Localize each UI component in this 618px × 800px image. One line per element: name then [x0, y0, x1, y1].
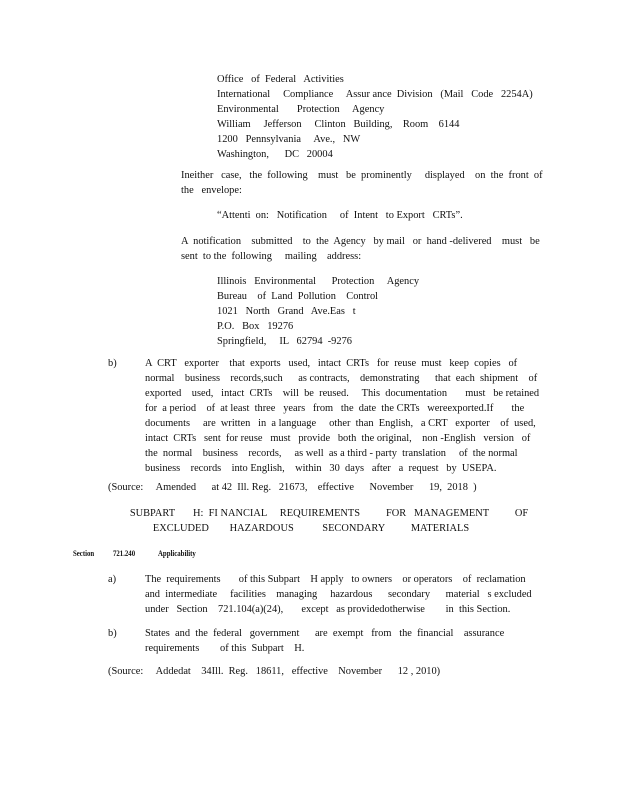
item-line: normal business records,such as contracts, demonstrating that each shipment of [145, 373, 538, 384]
address-line: Springfield, IL 62794 -9276 [217, 336, 352, 347]
item-label: b) [108, 628, 117, 639]
attention-line: “Attenti on: Notification of Intent to Export CRTs”. [217, 210, 463, 221]
item-b-crt-exporter [145, 356, 540, 476]
item-line: and intermediate facilities managing hazardous secondary material s excluded [145, 589, 532, 600]
address-line: Washington, DC 20004 [217, 149, 333, 160]
address-line: Office of Federal Activities [217, 74, 344, 85]
item-line: documents are written in a language other than English, a CRT exporter of used, [145, 418, 536, 429]
section-header [73, 546, 273, 561]
item-label: a) [108, 574, 117, 585]
paragraph-line: sent to the following mailing address: [181, 251, 362, 262]
section-title: Applicability [158, 549, 196, 558]
section-number: 721.240 [113, 549, 136, 558]
item-line: intact CRTs sent for reuse must provide both the original, non -English version of [145, 433, 531, 444]
item-a-requirements [145, 572, 531, 617]
item-line: business records into English, within 30 days after a request by USEPA. [145, 463, 497, 474]
address-line: 1021 North Grand Ave.Eas t [217, 306, 356, 317]
item-line: exported used, intact CRTs will be reused. This documentation must be retained [145, 388, 540, 399]
item-line: the normal business records, as well as a third - party translation of the normal [145, 448, 518, 459]
item-line: States and the federal government are exempt from the financial assurance [145, 628, 505, 639]
item-label: b) [108, 358, 117, 369]
item-line: under Section 721.104(a)(24), except as providedotherwise in this Section. [145, 604, 511, 615]
subpart-heading [0, 506, 618, 536]
address-line: William Jefferson Clinton Building, Room 6144 [217, 119, 460, 130]
section-word: Section [73, 549, 95, 558]
item-line: for a period of at least three years from the date the CRTs wereexported.If the [145, 403, 525, 414]
either-case-paragraph [181, 168, 543, 198]
source-note: (Source: Amended at 42 Ill. Reg. 21673, effective November 19, 2018 ) [108, 482, 477, 493]
paragraph-line: A notification submitted to the Agency by mail or hand -delivered must be [181, 236, 540, 247]
item-line: A CRT exporter that exports used, intact CRTs for reuse must keep copies of [145, 358, 518, 369]
item-line: requirements of this Subpart H. [145, 643, 305, 654]
item-b-states-exempt [145, 626, 531, 656]
address-line: P.O. Box 19276 [217, 321, 294, 332]
item-line: The requirements of this Subpart H apply to owners or operators of reclamation [145, 574, 526, 585]
heading-line: EXCLUDED HAZARDOUS SECONDARY MATERIALS [152, 523, 470, 534]
address-line: Environmental Protection Agency [217, 104, 385, 115]
address-line: Illinois Environmental Protection Agency [217, 276, 420, 287]
address-line: Bureau of Land Pollution Control [217, 291, 379, 302]
address-line: International Compliance Assur ance Division (Mail Code 2254A) [217, 89, 533, 100]
paragraph-line: Ineither case, the following must be prominently displayed on the front of [181, 170, 543, 181]
address-line: 1200 Pennsylvania Ave., NW [217, 134, 361, 145]
notification-paragraph [181, 234, 540, 264]
paragraph-line: the envelope: [181, 185, 242, 196]
heading-line: SUBPART H: FI NANCIAL REQUIREMENTS FOR MANAGEMENT OF [129, 508, 529, 519]
source-note: (Source: Addedat 34Ill. Reg. 18611, effective November 12 , 2010) [108, 666, 441, 677]
address-illinois [217, 274, 477, 349]
address-office [217, 72, 547, 162]
